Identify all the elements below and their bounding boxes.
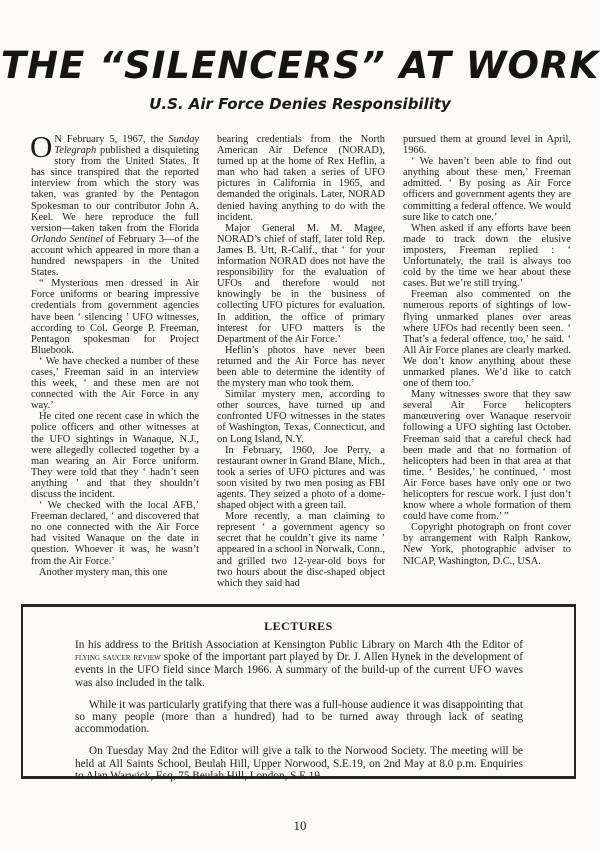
text-run: Freeman also commented on the numerous reports of sightings of low-flying unmarked planes over areas where UFOs had recently been seen. ‘ That’s a federal offence, too,’ he said. ‘ All Air Force planes are clearly marked. We don’t know anything about these unmarked planes. We’d like to catch one of them too.’ (403, 289, 571, 390)
text-run: In February, 1960, Joe Perry, a restaurant owner in Grand Blane, Mich., took a series of UFO pictures and was soon visited by two men posing as FBI agents. They seized a photo of a dome-shaped object with a green tail. (217, 444, 385, 512)
paragraph (403, 389, 571, 522)
paragraph (217, 511, 385, 589)
paragraph (217, 345, 385, 389)
text-run: “ Mysterious men dressed in Air Force uniforms or bearing impressive credentials from government agencies have been ‘ silencing ’ UFO witnesses, according to Col. George P. Freeman, Pentagon spokesman for Project Bluebook. (31, 278, 199, 356)
text-run: ‘ We checked with the local AFB,’ Freeman declared, ‘ and discovered that no one connected with the Air Force had visited Wanaque on the date in question. Whoever it was, he wasn’t from the Air Force.’ (31, 500, 199, 567)
text-run: published a disquieting story from the United States. It has since transpired that the reported interview from which the story was taken, was granted by the Pentagon Spokesman to our contributor John A. Keel. We here reproduce the full version—taken taken from the Florida (31, 145, 199, 234)
text-run: Copyright photograph on front cover by arrangement with Ralph Rankow, New York, photographic adviser to NICAP, Washington, D.C., USA. (403, 522, 571, 567)
text-run: N February 5, 1967, the (54, 134, 169, 145)
page-number: 10 (293, 818, 307, 833)
text-run: Many witnesses swore that they saw several Air Force helicopters manœuvering over Wanaque reservoir following a UFO sighting last October. Freeman said that a careful check had been made and that no formation of helicopters had been in that area at that time. ‘ Besides,’ he continued, ‘ most Air Force bases have only one or two helicopters for rescue work. I just don’t know where a whole formation of them could have come from.’ ” (403, 389, 571, 523)
article-column-2 (217, 134, 385, 604)
paragraph (30, 129, 199, 279)
italic-text: Orlando Sentinel (31, 233, 103, 245)
drop-cap: O (30, 129, 53, 164)
text-run: of February 3—of the account which appeared in more than a hundred newspapers in the United States. (31, 233, 199, 279)
text-run: Major General M. M. Magee, NORAD’s chief of staff, later told Rep. James B. Utt, R-Calif., that ‘ for your information NORAD does not have the responsibility for the evaluation of UFOs and therefore would not knowingly be in the business of collecting UFO pictures for evaluation. In addition, the office of primary interest for UFO matters is the Department of the Air Force.’ (217, 222, 385, 345)
paragraph (75, 745, 523, 782)
paragraph (403, 134, 571, 156)
text-run: Another mystery man, this one (39, 566, 168, 578)
paragraph (217, 223, 385, 345)
paragraph (75, 699, 523, 736)
paragraph (75, 639, 523, 689)
paragraph (31, 567, 199, 578)
paragraph (217, 445, 385, 512)
article-body (30, 129, 571, 604)
italic-text: Sunday Telegraph (54, 134, 199, 157)
text-run: On Tuesday May 2nd the Editor will give a talk to the Norwood Society. The meeting will be held at All Saints School, Beulah Hill, Upper Norwood, S.E.19, on 2nd May at 8.0 p.m. Enquiries to Alan Warwick, Esq, 75 Beulah Hill, London, S.E.19. (75, 745, 523, 782)
paragraph (31, 356, 199, 411)
lectures-heading: LECTURES (264, 619, 333, 633)
lectures-box (21, 604, 576, 782)
small-caps-text: flying saucer review (75, 652, 161, 664)
text-run: pursued them at ground level in April, 1966. (403, 134, 571, 157)
paragraph (403, 156, 571, 223)
text-run: ‘ We haven’t been able to find out anything about these men,’ Freeman admitted. ‘ By posing as Air Force officers and government agents they are committing a federal offence. We would sure like to catch one.’ (403, 156, 571, 223)
lectures-body (75, 639, 523, 792)
paragraph (31, 278, 199, 356)
paragraph (31, 411, 199, 500)
text-run: Similar mystery men, according to other sources, have turned up and confronted UFO witnesses in the states of Washington, Texas, Connecticut, and on Long Island, N.Y. (217, 389, 385, 445)
text-run: When asked if any efforts have been made to track down the elusive imposters, Freeman replied : ‘ Unfortunately, the trail is always too cold by the time we hear about these cases. But we’re still trying.’ (403, 222, 571, 290)
text-run: He cited one recent case in which the police officers and other witnesses at the UFO sightings in Wanaque, N.J., were allegedly collected together by a man wearing an Air Force uniform. They were told that they ‘ hadn’t seen anything ’ and that they shouldn’t discuss the incident. (31, 411, 199, 500)
paragraph (403, 522, 571, 566)
paragraph (31, 500, 199, 567)
text-run: More recently, a man claiming to represent ‘ a government agency so secret that he couldn’t give its name ’ appeared in a school in Norwalk, Conn., and grilled two 12-year-old boys for two hours about the disc-shaped object which they said had (217, 511, 385, 589)
article-title: THE “SILENCERS” AT WORK (0, 44, 600, 87)
text-run: Heflin’s photos have never been returned and the Air Force has never been able to determine the identity of the mystery man who took them. (217, 344, 385, 390)
text-run: ‘ We have checked a number of these cases,’ Freeman said in an interview this week, ‘ and these men are not connected with the Air Force in any way.’ (31, 355, 199, 412)
paragraph (217, 389, 385, 444)
paragraph (403, 289, 571, 389)
paragraph (217, 134, 385, 223)
text-run: While it was particularly gratifying that there was a full-house audience it was disappointing that so many people (more than a hundred) had to be turned away through lack of seating accommodation. (75, 698, 523, 736)
text-run: In his address to the British Association at Kensington Public Library on March 4th the Editor of (75, 639, 523, 651)
article-column-3 (403, 134, 571, 604)
article-column-1 (30, 129, 199, 604)
article-subtitle: U.S. Air Force Denies Responsibility (149, 95, 451, 113)
text-run: bearing credentials from the North American Air Defence (NORAD), turned up at the home of Rex Heflin, a man who had taken a series of UFO pictures in California in 1965, and demanded the originals. Later, NORAD denied having anything to do with the incident. (217, 134, 385, 223)
text-run: spoke of the important part played by Dr. J. Allen Hynek in the development of events in the UFO field since March 1966. A summary of the build-up of the current UFO waves was also included in the talk. (75, 651, 523, 689)
paragraph (403, 223, 571, 290)
